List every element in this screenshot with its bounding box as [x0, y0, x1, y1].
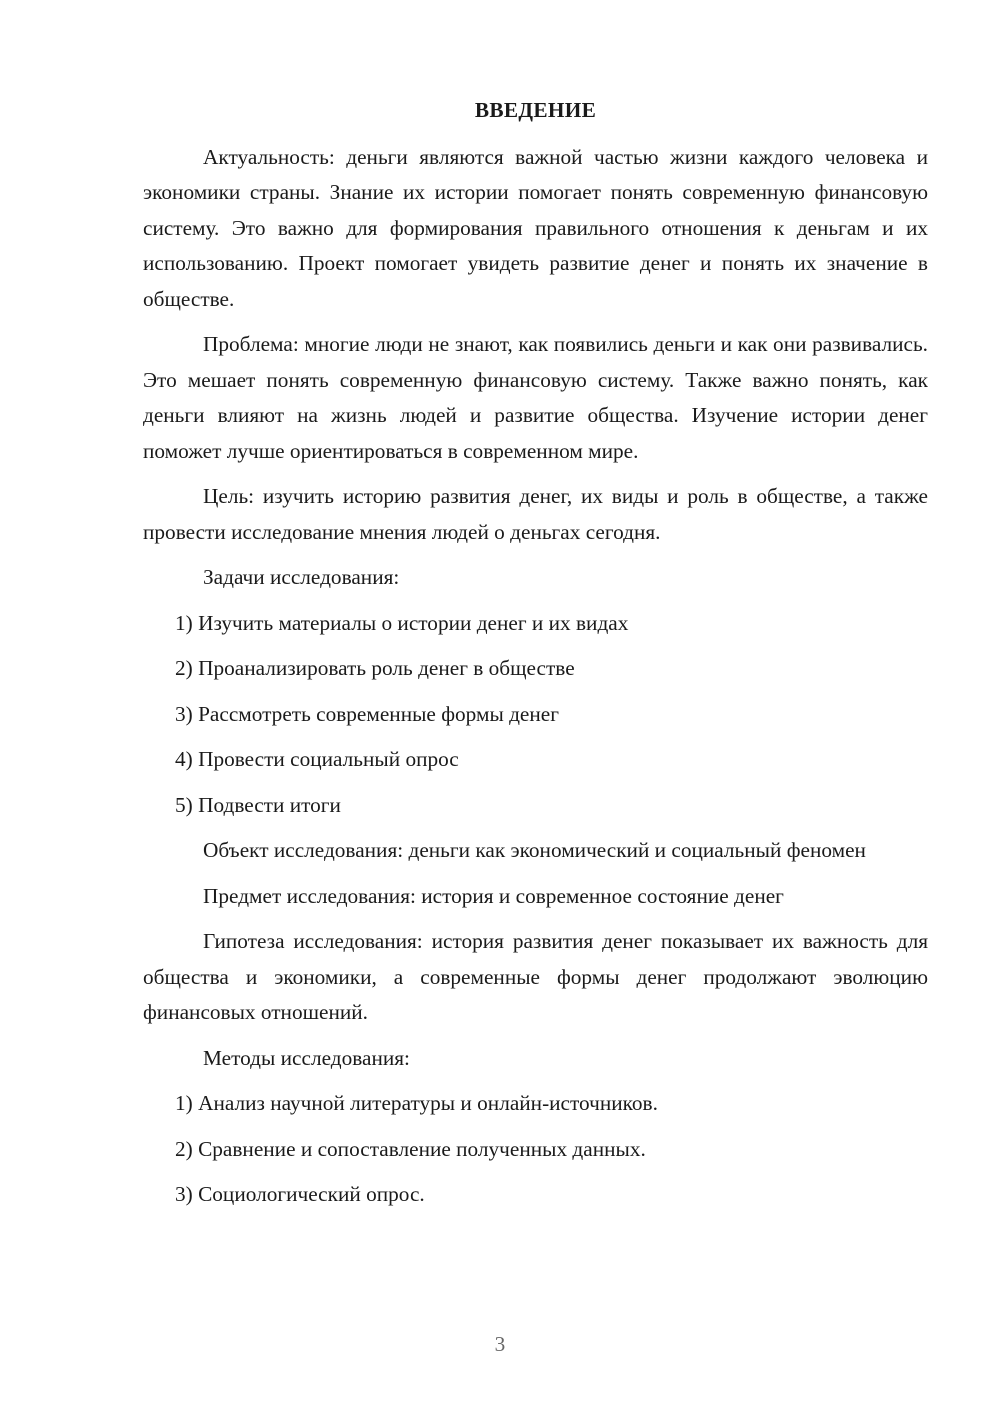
page-title: ВВЕДЕНИЕ [474, 98, 597, 122]
object-paragraph: Объект исследования: деньги как экономический и социальный феномен [203, 838, 866, 862]
method-item: 2) Сравнение и сопоставление полученных данных. [175, 1136, 646, 1161]
hypothesis-paragraph: Гипотеза исследования: история развития денег показывает их важность для общества и экономики, а современные формы денег продолжают эволюцию финансовых отношений. [143, 929, 928, 1024]
goal-paragraph: Цель: изучить историю развития денег, их виды и роль в обществе, а также провести исследование мнения людей о деньгах сегодня. [143, 484, 928, 544]
task-item: 4) Провести социальный опрос [175, 747, 459, 771]
document-page [143, 93, 928, 1223]
task-item: 2) Проанализировать роль денег в обществе [175, 656, 575, 680]
method-item: 1) Анализ научной литературы и онлайн-источников. [175, 1091, 658, 1115]
relevance-paragraph: Актуальность: деньги являются важной частью жизни каждого человека и экономики страны. Знание их истории помогает понять современную финансовую систему. Это важно для формирования правильного отношения к деньгам и их использованию. Проект помогает увидеть развитие денег и понять их значение в обществе. [143, 144, 928, 311]
methods-heading: Методы исследования: [203, 1045, 410, 1070]
problem-paragraph: Проблема: многие люди не знают, как появились деньги и как они развивались. Это мешает понять современную финансовую систему. Также важно понять, как деньги влияют на жизнь людей и развитие общества. Изучение истории денег поможет лучше ориентироваться в современном мире. [143, 332, 928, 463]
task-item: 1) Изучить материалы о истории денег и их видах [175, 610, 629, 635]
tasks-heading: Задачи исследования: [203, 565, 400, 589]
task-item: 3) Рассмотреть современные формы денег [175, 701, 559, 726]
subject-paragraph: Предмет исследования: история и современное состояние денег [203, 883, 784, 908]
task-item: 5) Подвести итоги [175, 792, 341, 817]
method-item: 3) Социологический опрос. [175, 1182, 425, 1206]
page-number: 3 [494, 1332, 506, 1356]
